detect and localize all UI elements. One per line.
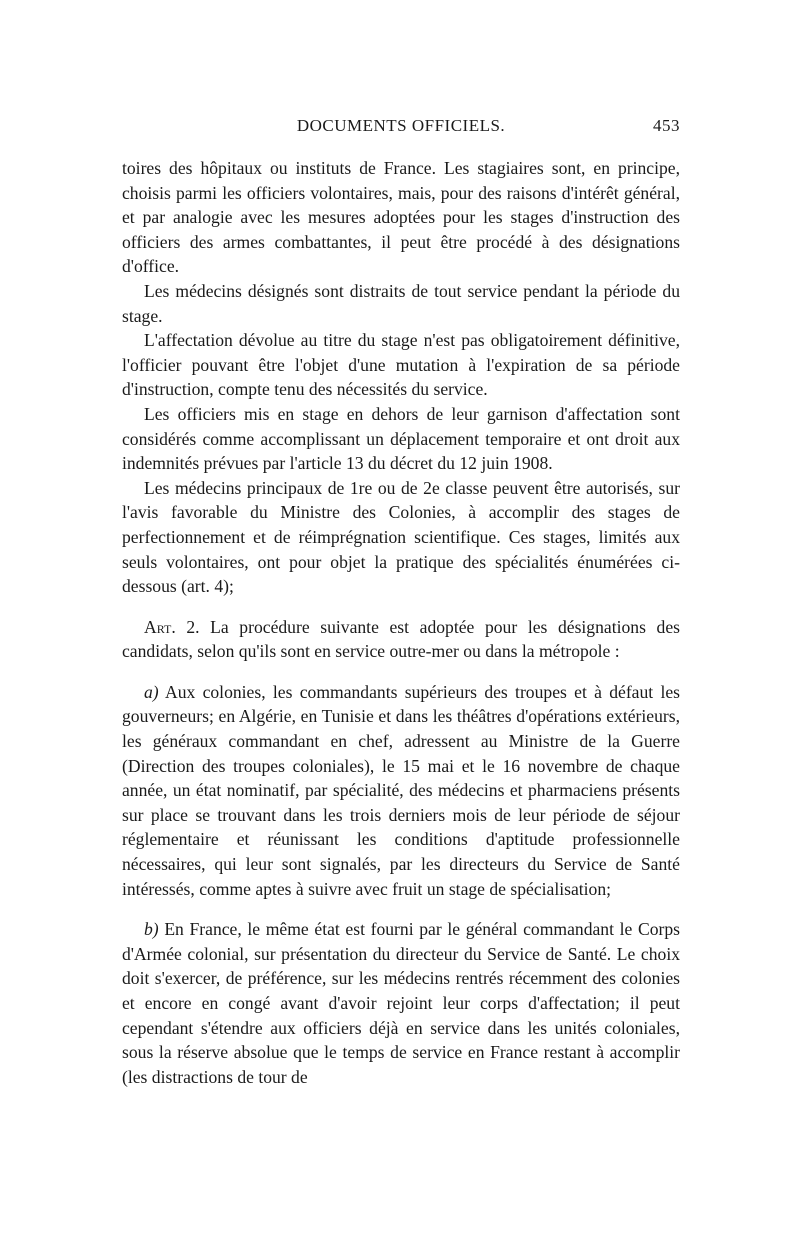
page-number: 453 (653, 116, 680, 135)
clause-a-paragraph (122, 680, 680, 901)
article-label: Art. 2. (144, 616, 200, 637)
running-header (122, 116, 680, 140)
clause-b-text: En France, le même état est fourni par le général commandant le Corps d'Armée colonial, sur présentation du directeur du Service de Santé. Le choix doit s'exercer, de préférence, sur les médecins rentrés récemment des colonies et encore en congé avant d'avoir rejoint leur corps d'affectation; il peut cependant s'étendre aux officiers déjà en service dans les unités coloniales, sous la réserve absolue que le temps de service en France restant à accomplir (les distractions de tour de (122, 919, 680, 1087)
body-text (122, 156, 680, 1089)
clause-a-label: a) (144, 681, 159, 702)
paragraph: Les officiers mis en stage en dehors de leur garnison d'affectation sont considérés comme accomplissant un déplacement temporaire et ont droit aux indemnités prévues par l'article 13 du décret du 12 juin 1908. (122, 403, 680, 474)
paragraph: Les médecins principaux de 1re ou de 2e classe peuvent être autorisés, sur l'avis favorable du Ministre des Colonies, à accomplir des stages de perfectionnement et de réimprégnation scientifique. Ces stages, limités aux seuls volontaires, ont pour objet la pratique des spécialités énumérées ci-dessous (art. 4); (122, 477, 680, 597)
paragraph: Les médecins désignés sont distraits de tout service pendant la période du stage. (122, 280, 680, 326)
clause-a-text: Aux colonies, les commandants supérieurs des troupes et à défaut les gouverneurs; en Algérie, en Tunisie et dans les théâtres d'opérations extérieurs, les généraux commandant en chef, adressent au Ministre de la Guerre (Direction des troupes coloniales), le 15 mai et le 16 novembre de chaque année, un état nominatif, par spécialité, des médecins et pharmaciens présents sur place se trouvant dans les trois derniers mois de leur période de séjour réglementaire et réunissant les conditions d'aptitude professionnelle nécessaires, qui leur sont signalés, par les directeurs du Service de Santé intéressés, comme aptes à suivre avec fruit un stage de spécialisation; (122, 681, 681, 899)
clause-b-paragraph (122, 917, 680, 1089)
article-text: La procédure suivante est adoptée pour les désignations des candidats, selon qu'ils sont en service outre-mer ou dans la métropole : (122, 616, 680, 662)
paragraph: toires des hôpitaux ou instituts de France. Les stagiaires sont, en principe, choisis parmi les officiers volontaires, mais, pour des raisons d'intérêt général, et par analogie avec les mesures adoptées pour les stages d'instruction des officiers des armes combattantes, il peut être procédé à des désignations d'office. (122, 158, 680, 277)
paragraph: L'affectation dévolue au titre du stage n'est pas obligatoirement définitive, l'officier pouvant être l'objet d'une mutation à l'expiration de sa période d'instruction, compte tenu des nécessités du service. (122, 330, 680, 400)
article-paragraph (122, 615, 680, 664)
header-title: DOCUMENTS OFFICIELS. (296, 116, 506, 135)
clause-b-label: b) (144, 919, 159, 940)
